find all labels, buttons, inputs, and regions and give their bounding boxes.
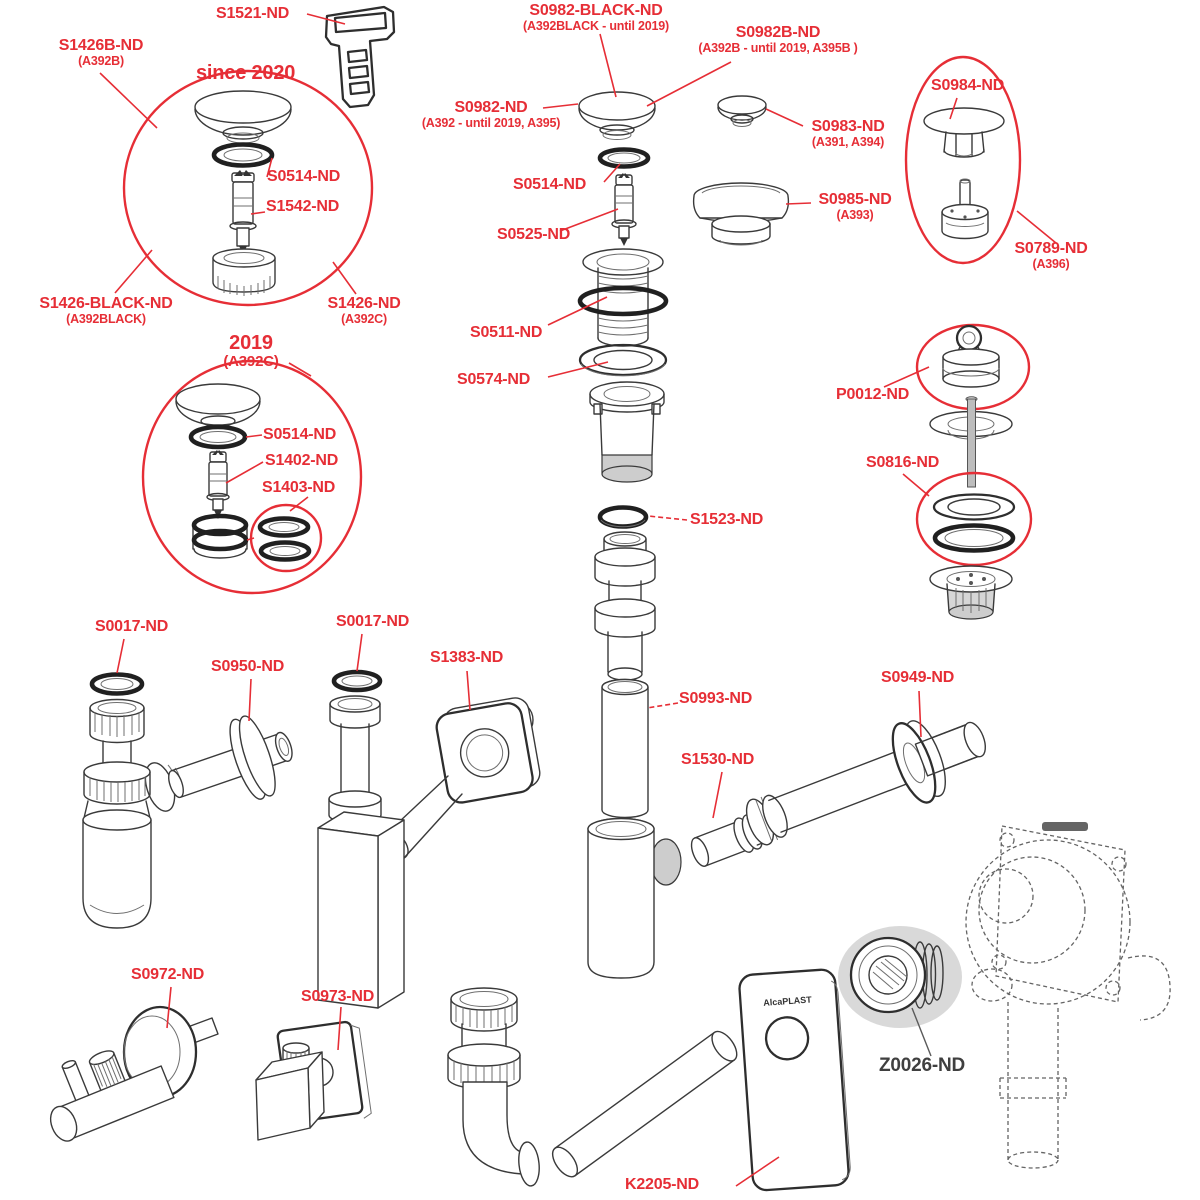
part-drain-s0511 bbox=[580, 249, 666, 346]
part-elbow-k2205 bbox=[448, 988, 541, 1187]
label-s0949: S0949-ND bbox=[881, 669, 955, 686]
label-s0950: S0950-ND bbox=[211, 658, 285, 675]
part-pipe-s0950 bbox=[157, 705, 304, 826]
part-cap-2019 bbox=[176, 384, 260, 426]
group-2019 bbox=[143, 361, 361, 593]
part-cap-2020 bbox=[195, 91, 291, 143]
part-cap-s0982 bbox=[579, 92, 655, 140]
label-s0985: S0985-ND (A393) bbox=[818, 191, 892, 222]
part-nut-2020 bbox=[213, 249, 275, 296]
dotted-siphon-body bbox=[966, 822, 1170, 1168]
label-s1521: S1521-ND bbox=[216, 5, 290, 22]
part-seal-s0514-2019 bbox=[191, 427, 245, 447]
part-tailpiece bbox=[590, 382, 664, 482]
label-since-2020: since 2020 bbox=[196, 62, 296, 84]
brand-logo-smudge bbox=[1042, 822, 1088, 831]
part-cap-s0984 bbox=[924, 108, 1004, 157]
part-seal-s0514-2020 bbox=[214, 145, 272, 166]
label-s1426: S1426-ND (A392C) bbox=[327, 295, 401, 326]
part-ring-s1523 bbox=[600, 508, 646, 527]
part-orings-s1403 bbox=[251, 505, 321, 571]
part-bottle-trap-round bbox=[83, 700, 180, 929]
label-s0511: S0511-ND bbox=[470, 324, 543, 341]
part-body-s0985 bbox=[694, 183, 789, 245]
label-s0574: S0574-ND bbox=[457, 371, 531, 388]
label-k2205: K2205-ND bbox=[625, 1176, 699, 1193]
part-trap-cup bbox=[588, 819, 681, 979]
part-stem-s1542 bbox=[230, 170, 256, 254]
part-seal-s0514-center bbox=[600, 150, 648, 167]
label-s0514-a: S0514-ND bbox=[267, 168, 341, 185]
part-washer-s0574 bbox=[580, 345, 666, 376]
label-s0982: S0982-ND (A392 - until 2019, A395) bbox=[421, 99, 561, 130]
part-flat-gasket bbox=[934, 495, 1014, 520]
part-oring-gasket bbox=[935, 526, 1013, 551]
part-bushing-z0026 bbox=[838, 926, 962, 1028]
part-telescope-tube bbox=[595, 532, 655, 680]
part-disc-stack bbox=[193, 516, 247, 558]
label-s1402: S1402-ND bbox=[265, 452, 339, 469]
label-s1523: S1523-ND bbox=[690, 511, 764, 528]
part-base-s0789 bbox=[942, 179, 988, 239]
part-flange-s1383 bbox=[434, 696, 543, 805]
part-pipe-s0949 bbox=[735, 697, 998, 865]
label-s1426b: S1426B-ND (A392B) bbox=[58, 37, 144, 68]
part-plate-k2205 bbox=[739, 969, 852, 1191]
part-valve-s0972 bbox=[32, 1007, 218, 1145]
label-s1403: S1403-ND bbox=[262, 479, 336, 496]
part-oring-s0017-a bbox=[92, 675, 142, 694]
label-p0012: P0012-ND bbox=[836, 386, 910, 403]
label-s1530: S1530-ND bbox=[681, 751, 755, 768]
label-s0982-black: S0982-BLACK-ND (A392BLACK - until 2019) bbox=[523, 2, 669, 33]
label-s0984: S0984-ND bbox=[931, 77, 1005, 94]
label-s0816: S0816-ND bbox=[866, 454, 940, 471]
label-s1426-black: S1426-BLACK-ND (A392BLACK) bbox=[39, 295, 173, 326]
part-tube-s0993 bbox=[602, 680, 648, 818]
label-s0982b: S0982B-ND (A392B - until 2019, A395B ) bbox=[698, 24, 858, 55]
label-s0017-b: S0017-ND bbox=[336, 613, 410, 630]
label-2019: 2019 (A392C) bbox=[223, 332, 279, 370]
label-s0973: S0973-ND bbox=[301, 988, 375, 1005]
label-z0026: Z0026-ND bbox=[879, 1055, 966, 1076]
part-oring-s0017-b bbox=[334, 672, 380, 690]
label-s0972: S0972-ND bbox=[131, 966, 205, 983]
label-s1542: S1542-ND bbox=[266, 198, 340, 215]
label-s0993: S0993-ND bbox=[679, 690, 753, 707]
part-plug-p0012 bbox=[943, 326, 999, 387]
label-s0789: S0789-ND (A396) bbox=[1014, 240, 1088, 271]
part-stem-s1402 bbox=[207, 450, 229, 519]
part-strainer-bottom bbox=[930, 566, 1012, 619]
label-s0514-b: S0514-ND bbox=[263, 426, 337, 443]
part-cap-s0983 bbox=[718, 96, 766, 127]
label-s0525: S0525-ND bbox=[497, 226, 571, 243]
group-since-2020 bbox=[124, 71, 372, 305]
part-diagonal-pipe bbox=[548, 1027, 742, 1181]
part-valve-s0973 bbox=[256, 1020, 372, 1140]
label-s1383: S1383-ND bbox=[430, 649, 504, 666]
brand-logo-text: AlcaPLAST bbox=[762, 994, 813, 1008]
label-s0017-a: S0017-ND bbox=[95, 618, 169, 635]
label-s0983: S0983-ND (A391, A394) bbox=[811, 118, 885, 149]
label-s0514-c: S0514-ND bbox=[513, 176, 587, 193]
